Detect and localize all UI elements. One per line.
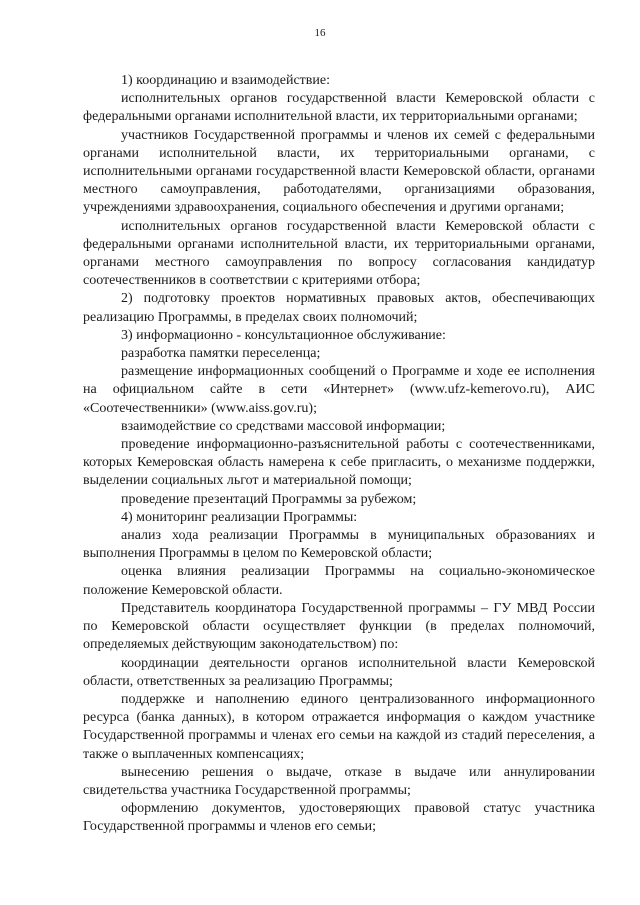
- paragraph: оценка влияния реализации Программы на социально-экономическое положение Кемеровской области.: [83, 564, 595, 598]
- paragraph: анализ хода реализации Программы в муниципальных образованиях и выполнения Программы в целом по Кемеровской области;: [83, 528, 595, 562]
- paragraph-coordination-heading: 1) координацию и взаимодействие:: [121, 73, 330, 88]
- paragraph: вынесению решения о выдаче, отказе в выдаче или аннулировании свидетельства участника Государственной программы;: [83, 764, 595, 798]
- paragraph-consulting-heading: 3) информационно - консультационное обслуживание:: [121, 327, 446, 343]
- paragraph: исполнительных органов государственной власти Кемеровской области с федеральными органами исполнительной власти, их территориальными органами;: [83, 91, 595, 125]
- document-body: [83, 72, 595, 837]
- paragraph: проведение презентаций Программы за рубежом;: [121, 491, 417, 507]
- paragraph: 2) подготовку проектов нормативных правовых актов, обеспечивающих реализацию Программы, в пределах своих полномочий;: [83, 291, 595, 325]
- paragraph: координации деятельности органов исполнительной власти Кемеровской области, ответственных за реализацию Программы;: [83, 655, 595, 689]
- paragraph: поддержке и наполнению единого централизованного информационного ресурса (банка данных), в котором отражается информация о каждом участнике Государственной программы и членах его семьи на каждой из стадий переселения, а также о выплаченных компенсациях;: [83, 691, 595, 762]
- paragraph: участников Государственной программы и членов их семей с федеральными органами исполнительной власти, их территориальными органами, с исполнительными органами государственной власти Кемеровской области, органами местного самоуправления, работодателями, организациями образования, учреждениями здравоохранения, социального обеспечения и другими органами;: [83, 127, 595, 216]
- page-number: 16: [314, 27, 326, 39]
- paragraph: исполнительных органов государственной власти Кемеровской области с федеральными органами исполнительной власти, их территориальными органами, органами местного самоуправления по вопросу согласования кандидатур соотечественников в соответствии с критериями отбора;: [83, 218, 595, 289]
- paragraph: оформлению документов, удостоверяющих правовой статус участника Государственной программы и членов его семьи;: [83, 801, 595, 835]
- paragraph: взаимодействие со средствами массовой информации;: [121, 418, 446, 434]
- paragraph: размещение информационных сообщений о Программе и ходе ее исполнения на официальном сайте в сети «Интернет» (www.ufz-kemerovo.ru), АИС «Соотечественники» (www.aiss.gov.ru);: [83, 364, 595, 416]
- paragraph: проведение информационно-разъяснительной работы с соотечественниками, которых Кемеровская область намерена к себе пригласить, о механизме поддержки, выделении социальных льгот и материальной помощи;: [83, 437, 595, 489]
- paragraph: Представитель координатора Государственной программы – ГУ МВД России по Кемеровской области осуществляет функции (в пределах полномочий, определяемых действующим законодательством) по:: [83, 600, 595, 653]
- paragraph: разработка памятки переселенца;: [121, 346, 321, 362]
- paragraph-monitoring-heading: 4) мониторинг реализации Программы:: [121, 509, 358, 525]
